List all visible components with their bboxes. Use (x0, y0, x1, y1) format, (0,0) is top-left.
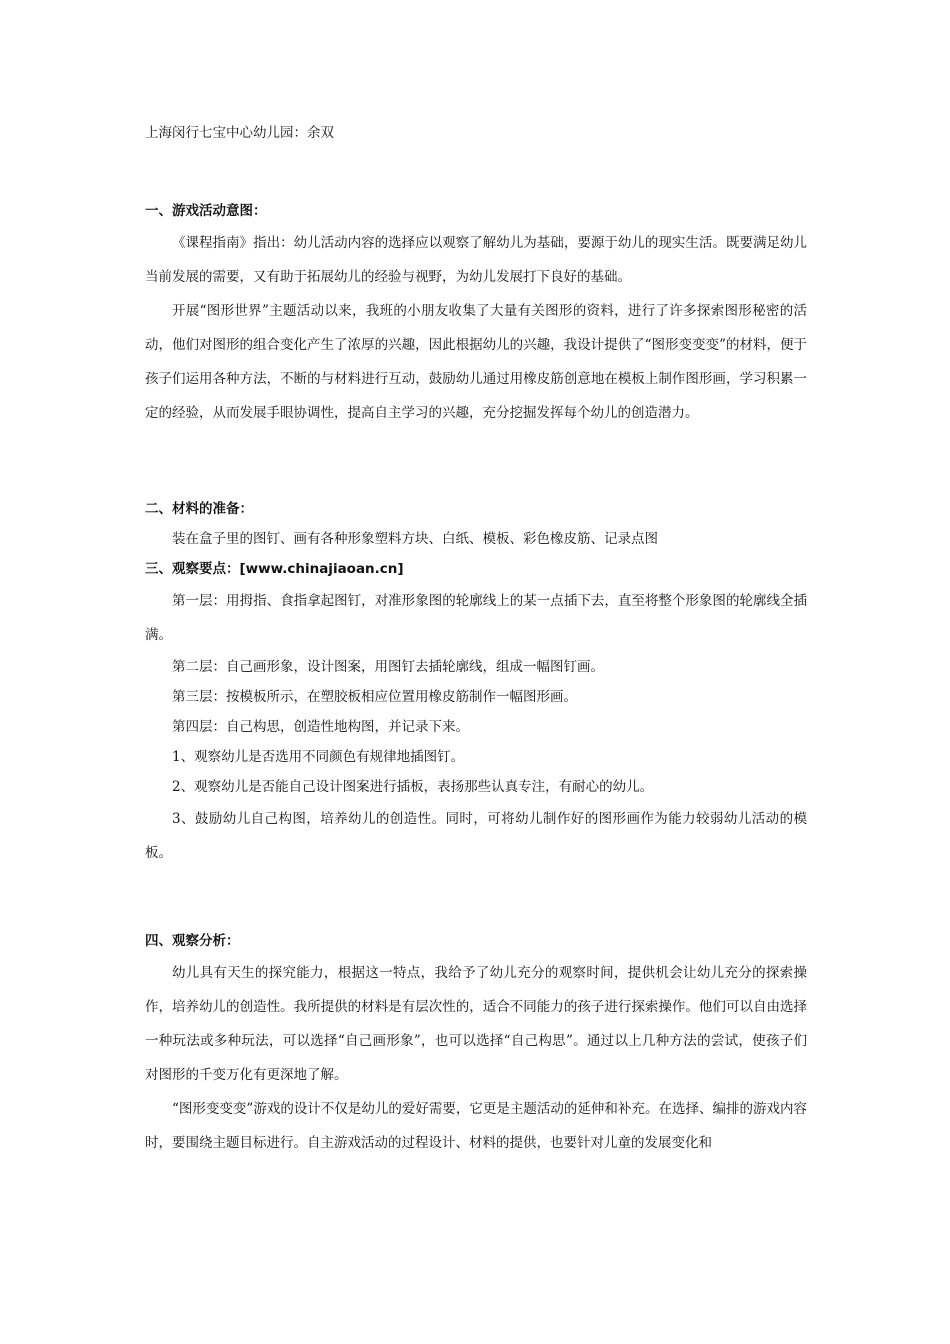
paragraph: “图形变变变”游戏的设计不仅是幼儿的爱好需要，它更是主题活动的延伸和补充。在选择、编排的游戏内容时，要围绕主题目标进行。自主游戏活动的过程设计、材料的提供，也要针对儿童的发展变化和 (145, 1101, 807, 1151)
paragraph: 第三层：按模板所示，在塑胶板相应位置用橡皮筋制作一幅图形画。 (172, 689, 577, 705)
paragraph: 3、鼓励幼儿自己构图，培养幼儿的创造性。同时，可将幼儿制作好的图形画作为能力较弱幼儿活动的模板。 (145, 811, 807, 861)
paragraph: 装在盒子里的图钉、画有各种形象塑料方块、白纸、模板、彩色橡皮筋、记录点图 (172, 531, 658, 547)
section-heading-observation-points: 三、观察要点：[www.chinajiaoan.cn] (145, 561, 404, 577)
section-heading-materials: 二、材料的准备： (145, 501, 253, 517)
author-line: 上海闵行七宝中心幼儿园：余双 (145, 125, 334, 141)
spacer (145, 870, 807, 926)
document-page (145, 118, 807, 1160)
paragraph: 幼儿具有天生的探究能力，根据这一特点，我给予了幼儿充分的观察时间，提供机会让幼儿充分的探索操作，培养幼儿的创造性。我所提供的材料是有层次性的，适合不同能力的孩子进行探索操作。他们可以自由选择一种玩法或多种玩法，可以选择“自己画形象”，也可以选择“自己构思”。通过以上几种方法的尝试，使孩子们对图形的千变万化有更深地了解。 (145, 965, 807, 1083)
paragraph: 1、观察幼儿是否选用不同颜色有规律地插图钉。 (172, 749, 465, 765)
paragraph: 开展“图形世界”主题活动以来，我班的小朋友收集了大量有关图形的资料，进行了许多探索图形秘密的活动，他们对图形的组合变化产生了浓厚的兴趣，因此根据幼儿的兴趣，我设计提供了“图形变变变”的材料，便于孩子们运用各种方法，不断的与材料进行互动，鼓励幼儿通过用橡皮筋创意地在模板上制作图形画，学习积累一定的经验，从而发展手眼协调性，提高自主学习的兴趣，充分挖掘发挥每个幼儿的创造潜力。 (145, 303, 807, 421)
paragraph: 第一层：用拇指、食指拿起图钉，对准形象图的轮廓线上的某一点插下去，直至将整个形象图的轮廓线全插满。 (145, 593, 807, 643)
paragraph: 第二层：自己画形象，设计图案，用图钉去插轮廓线，组成一幅图钉画。 (172, 659, 604, 675)
section-heading-analysis: 四、观察分析： (145, 933, 240, 949)
section-heading-intent: 一、游戏活动意图： (145, 203, 267, 219)
paragraph: 《课程指南》指出：幼儿活动内容的选择应以观察了解幼儿为基础，要源于幼儿的现实生活。既要满足幼儿当前发展的需要，又有助于拓展幼儿的经验与视野，为幼儿发展打下良好的基础。 (145, 235, 807, 285)
paragraph: 2、观察幼儿是否能自己设计图案进行插板，表扬那些认真专注，有耐心的幼儿。 (172, 779, 654, 795)
paragraph: 第四层：自己构思，创造性地构图，并记录下来。 (172, 719, 469, 735)
spacer (145, 430, 807, 494)
